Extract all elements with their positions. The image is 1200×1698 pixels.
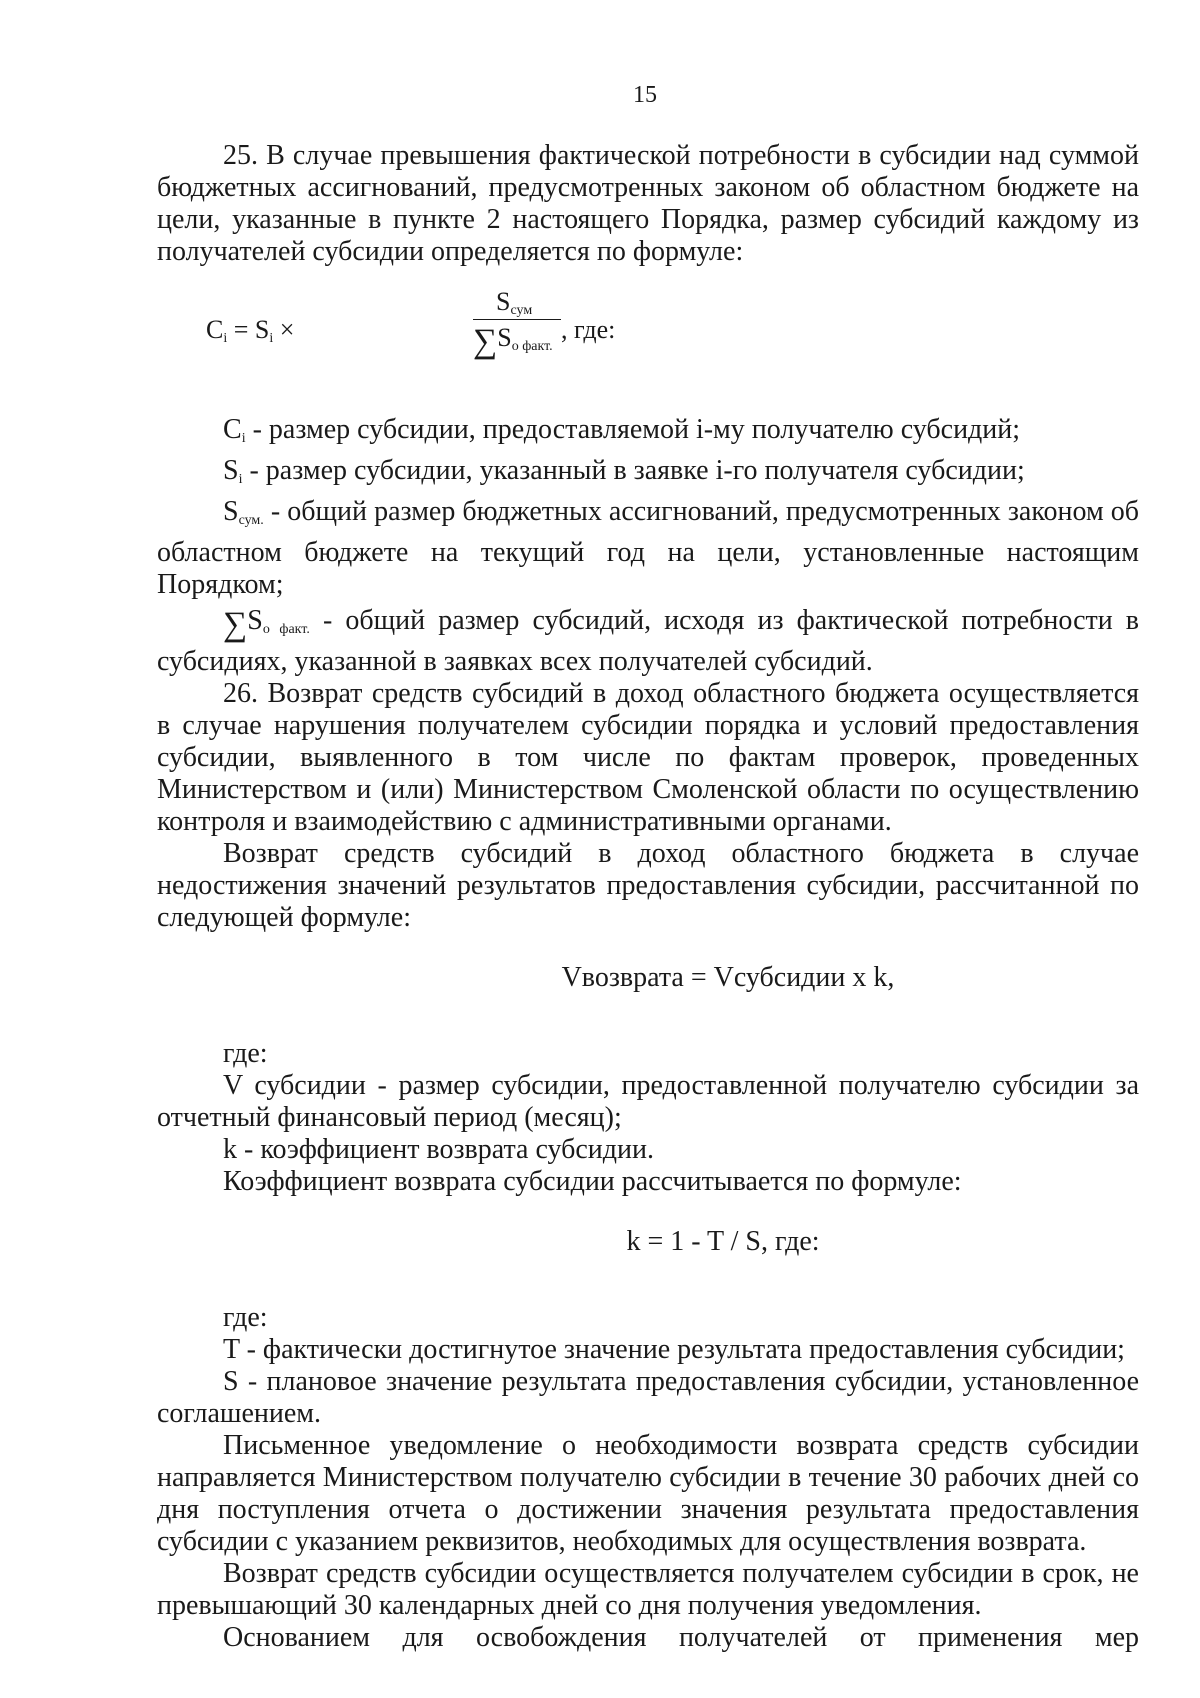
where-label-2: где: xyxy=(223,1302,268,1333)
paragraph-return: Возврат средств субсидий в доход областного бюджета в случае недостижения значений результатов предоставления субсидии, рассчитанной по следующей формуле: xyxy=(157,838,1139,933)
page-number: 15 xyxy=(633,82,657,108)
formula-return-volume: Vвозврата = Vсубсидии x k, xyxy=(561,962,895,993)
definition-si: $S_i$ - размер субсидии, указанный в заявке i-го получателя субсидии; xyxy=(223,455,1025,487)
paragraph-notice: Письменное уведомление о необходимости возврата средств субсидии направляется Министерством получателю субсидии в течение 30 рабочих дней со дня поступления отчета о достижении значения результата предоставления субсидии с указанием реквизитов, необходимых для осуществления возврата. xyxy=(157,1430,1139,1557)
formula-coefficient: k = 1 - T / S, где: xyxy=(626,1226,820,1257)
definition-k: k - коэффициент возврата субсидии. xyxy=(223,1134,655,1165)
definition-s: S - плановое значение результата предоставления субсидии, установленное соглашением. xyxy=(157,1366,1139,1429)
paragraph-basis: Основанием для освобождения получателей от применения мер xyxy=(223,1622,1139,1653)
formula-denominator: $\sum S_{о факт.}$ xyxy=(473,323,553,360)
paragraph-deadline: Возврат средств субсидии осуществляется получателем субсидии в срок, не превышающий 30 календарных дней со дня получения уведомления. xyxy=(157,1558,1139,1621)
coefficient-intro: Коэффициент возврата субсидии рассчитывается по формуле: xyxy=(223,1166,962,1197)
definition-t: T - фактически достигнутое значение результата предоставления субсидии; xyxy=(223,1334,1125,1365)
definition-sfakt: $\sum S_{о факт.}$ - общий размер субсидий, исходя из фактической потребности в субсидиях, указанной в заявках всех получателей субсидий. xyxy=(157,605,1140,677)
where-label-1: где: xyxy=(223,1038,268,1069)
paragraph-25: 25. В случае превышения фактической потребности в субсидии над суммой бюджетных ассигнований, предусмотренных законом об областном бюджете на цели, указанные в пункте 2 настоящего Порядка, размер субсидий каждому из получателей субсидии определяется по формуле: xyxy=(157,140,1139,267)
sigma-symbol: ∑ xyxy=(223,606,248,643)
definition-ssum: $S_{сум.}$ - общий размер бюджетных ассигнований, предусмотренных законом об областном бюджете на текущий год на цели, установленные настоящим Порядком; xyxy=(157,496,1139,600)
fraction-bar xyxy=(473,319,561,320)
formula-subsidy-distribution: $C_i = S_i$ × $S_{сум}$ $\sum S_{о факт.}$ , где: xyxy=(157,286,1139,384)
definition-ci: $C_i$ - размер субсидии, предоставляемой i-му получателю субсидий; xyxy=(223,414,1021,446)
formula-numerator: $S_{сум}$ xyxy=(496,287,533,318)
paragraph-26: 26. Возврат средств субсидий в доход областного бюджета осуществляется в случае нарушения получателем субсидии порядка и условий предоставления субсидии, выявленного в том числе по фактам проверок, проведенных Министерством и (или) Министерством Смоленской области по осуществлению контроля и взаимодействию с административными органами. xyxy=(157,678,1139,837)
document-body xyxy=(157,140,1139,1654)
definition-v: V субсидии - размер субсидии, предоставленной получателю субсидии за отчетный финансовый период (месяц); xyxy=(157,1070,1139,1133)
